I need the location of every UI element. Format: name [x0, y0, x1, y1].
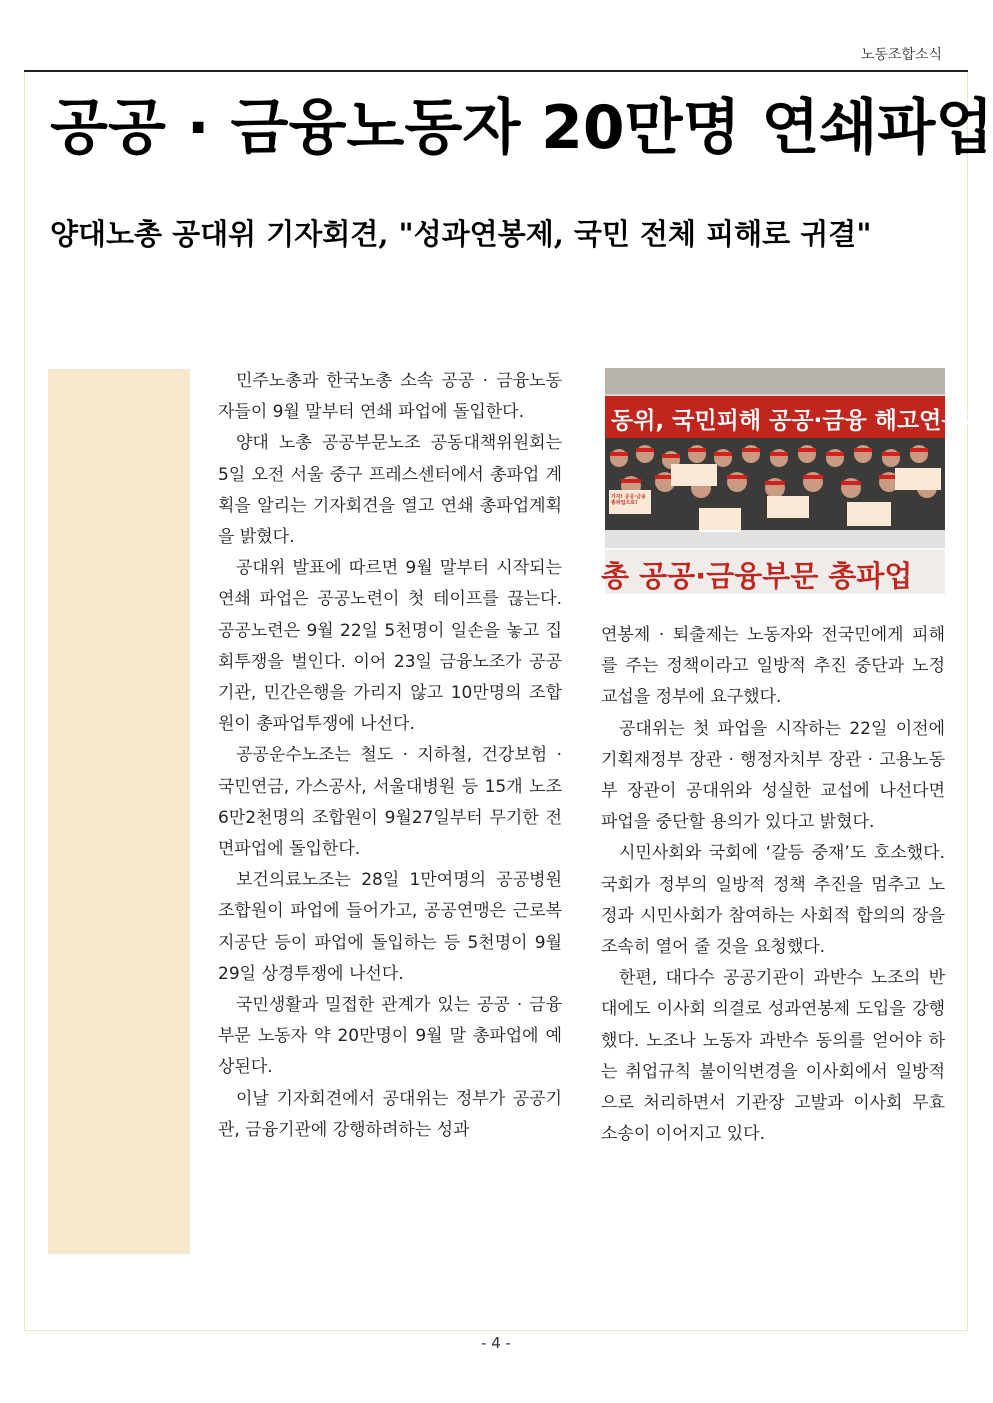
photo-banner-top-text: 동위, 국민피해 공공·금융 해고연봉제	[611, 408, 986, 434]
paragraph: 국민생활과 밀접한 관계가 있는 공공 · 금융부문 노동자 약 20만명이 9월 말 총파업에 예상된다.	[218, 995, 562, 1078]
photo-ceiling	[605, 368, 945, 394]
paragraph: 공대위는 첫 파업을 시작하는 22일 이전에 기획재정부 장관 · 행정자치부 장관 · 고용노동부 장관이 공대위와 성실한 교섭에 나선다면 파업을 중단할 용의가 있다고 밝혔다.	[601, 718, 945, 833]
paragraph: 이날 기자회견에서 공대위는 정부가 공공기관, 금융기관에 강행하려하는 성과	[218, 1088, 562, 1140]
paragraph: 보건의료노조는 28일 1만여명의 공공병원 조합원이 파업에 들어가고, 공공연맹은 근로복지공단 등이 파업에 돌입하는 등 5천명이 9월29일 상경투쟁에 나선다.	[218, 870, 562, 984]
press-conference-photo	[601, 368, 986, 594]
photo-crowd	[605, 438, 945, 550]
paragraph: 민주노총과 한국노총 소속 공공 · 금융노동자들이 9월 말부터 연쇄 파업에 돌입한다.	[218, 371, 562, 423]
paragraph: 공공운수노조는 철도 · 지하철, 건강보험 · 국민연금, 가스공사, 서울대병원 등 15개 노조 6만2천명의 조합원이 9월27일부터 무기한 전면파업에 돌입한다.	[218, 745, 562, 860]
photo-banner-bottom-text: 총 공공·금융부문 총파업	[601, 559, 913, 593]
paragraph: 시민사회와 국회에 ‘갈등 중재’도 호소했다. 국회가 정부의 일방적 정책 추진을 멈추고 노정과 시민사회가 참여하는 사회적 합의의 장을 조속히 열어 줄 것을 요청했다.	[601, 843, 945, 958]
press-table	[605, 530, 945, 550]
side-accent-bar	[48, 369, 190, 1254]
page-number: - 4 -	[481, 1334, 511, 1352]
subheadline: 양대노총 공대위 기자회견, "성과연봉제, 국민 전체 피해로 귀결"	[50, 217, 872, 251]
paragraph: 공대위 발표에 따르면 9월 말부터 시작되는 연쇄 파업은 공공노련이 첫 테이프를 끊는다. 공공노련은 9월 22일 5천명이 일손을 놓고 집회투쟁을 벌인다. 이어 23일 금융노조가 공공기관, 민간은행을 가리지 않고 10만명의 조합원이 총파업투쟁에 나선다.	[218, 558, 562, 735]
photo-sign-text: 가자! 공공·금융 총파업으로!	[611, 494, 646, 506]
paragraph: 한편, 대다수 공공기관이 과반수 노조의 반대에도 이사회 의결로 성과연봉제 도입을 강행했다. 노조나 노동자 과반수 동의를 얻어야 하는 취업규칙 불이익변경을 이사회에서 일방적으로 처리하면서 기관장 고발과 이사회 무효 소송이 이어지고 있다.	[601, 968, 945, 1145]
paragraph: 양대 노총 공공부문노조 공동대책위원회는 5일 오전 서울 중구 프레스센터에서 총파업 계획을 알리는 기자회견을 열고 연쇄 총파업계획을 밝혔다.	[218, 433, 562, 548]
section-label: 노동조합소식	[860, 47, 942, 63]
article-column-right	[601, 620, 945, 1150]
header-rule	[24, 70, 968, 72]
article-column-left	[218, 366, 562, 1146]
headline: 공공 · 금융노동자 20만명 연쇄파업	[50, 93, 993, 163]
paragraph: 연봉제 · 퇴출제는 노동자와 전국민에게 피해를 주는 정책이라고 일방적 추진 중단과 노정교섭을 정부에 요구했다.	[601, 625, 945, 708]
